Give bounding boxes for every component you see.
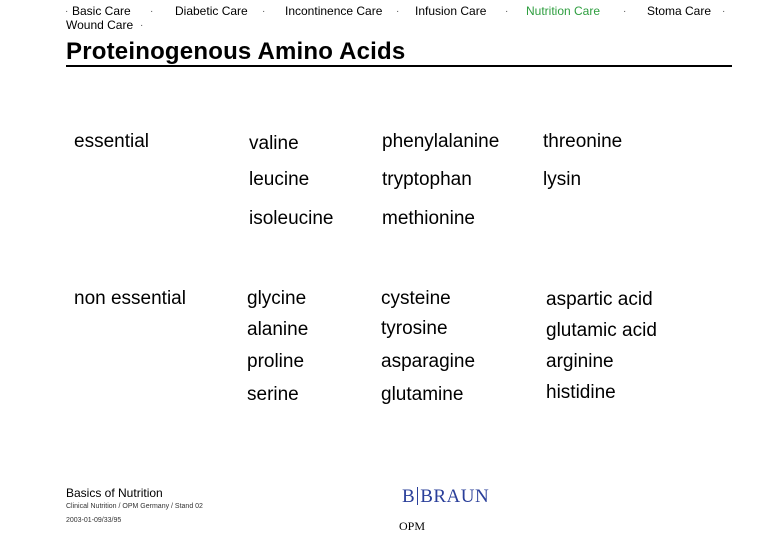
page-title: Proteinogenous Amino Acids <box>66 38 406 65</box>
nav-item-basic-care[interactable]: Basic Care <box>72 4 131 18</box>
amino-acid: proline <box>247 351 305 372</box>
title-underline <box>66 65 732 67</box>
amino-acid: leucine <box>249 169 310 190</box>
nav-item-wound-care[interactable]: Wound Care <box>66 18 134 32</box>
nav-item-infusion-care[interactable]: Infusion Care <box>415 4 487 18</box>
amino-acid: isoleucine <box>249 208 334 229</box>
amino-acid: asparagine <box>381 351 476 372</box>
amino-acid: serine <box>247 384 299 405</box>
category-label-non-essential: non essential <box>74 288 186 309</box>
logo-divider <box>417 487 418 505</box>
category-label-essential: essential <box>74 131 149 152</box>
amino-acid: phenylalanine <box>382 131 500 152</box>
braun-logo <box>402 486 489 508</box>
nav-item-incontinence-care[interactable]: Incontinence Care <box>285 4 383 18</box>
amino-acid: methionine <box>382 208 475 229</box>
nav-item-nutrition-care[interactable]: Nutrition Care <box>526 4 601 18</box>
amino-acid: aspartic acid <box>546 289 653 310</box>
nav-bullet: · <box>140 20 144 31</box>
amino-acid: valine <box>249 133 299 154</box>
nav-bullet: · <box>505 6 509 17</box>
amino-acid: cysteine <box>381 288 451 309</box>
amino-acid: threonine <box>543 131 623 152</box>
amino-acid: tyrosine <box>381 318 448 339</box>
amino-acid: lysin <box>543 169 582 190</box>
nav-bullet: · <box>150 6 154 17</box>
amino-acid: glutamic acid <box>546 320 657 341</box>
logo-letter: B <box>402 486 416 507</box>
nav-item-stoma-care[interactable]: Stoma Care <box>647 4 712 18</box>
amino-acid: alanine <box>247 319 309 340</box>
amino-acid: tryptophan <box>382 169 472 190</box>
footer-department: Clinical Nutrition / OPM Germany / Stand 02 <box>66 503 203 510</box>
division-label: OPM <box>399 519 426 533</box>
nav-bullet: · <box>722 6 726 17</box>
amino-acid: glycine <box>247 288 307 309</box>
nav-item-diabetic-care[interactable]: Diabetic Care <box>175 4 248 18</box>
footer-section: Basics of Nutrition <box>66 486 163 500</box>
nav-bullet: · <box>65 6 69 17</box>
footer-code: 2003-01-09/33/95 <box>66 517 122 524</box>
amino-acid: glutamine <box>381 384 464 405</box>
nav-bullet: · <box>396 6 400 17</box>
amino-acid: histidine <box>546 382 616 403</box>
logo-wordmark: BRAUN <box>420 486 490 507</box>
nav-bullet: · <box>262 6 266 17</box>
amino-acid: arginine <box>546 351 614 372</box>
nav-bullet: · <box>623 6 627 17</box>
